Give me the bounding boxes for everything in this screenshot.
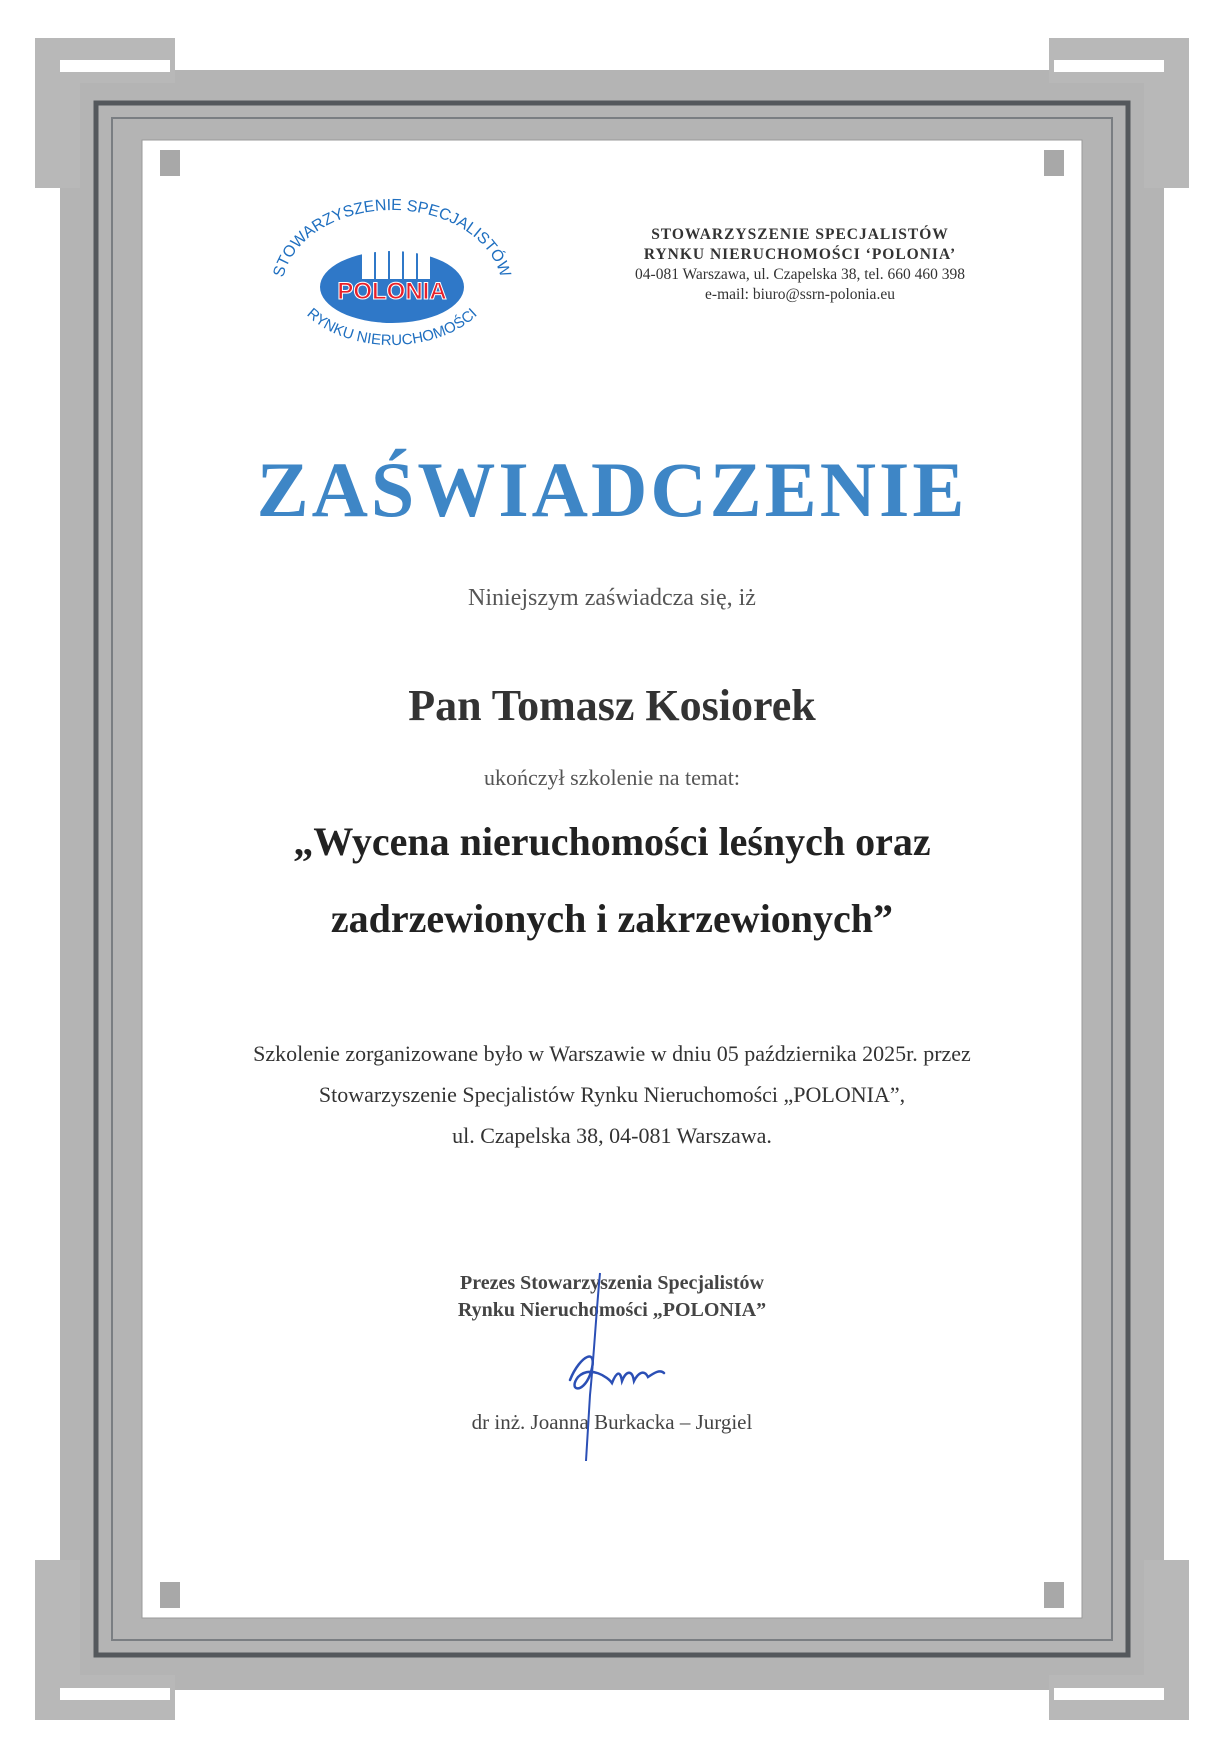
- organization-header: [560, 225, 1040, 305]
- org-email: e-mail: biuro@ssrn-polonia.eu: [705, 286, 895, 303]
- president-line-2: Rynku Nieruchomości „POLONIA”: [457, 1299, 767, 1321]
- intro-text: Niniejszym zaświadcza się, iż: [468, 585, 756, 611]
- president-line-1: Prezes Stowarzyszenia Specjalistów: [459, 1272, 764, 1294]
- org-name-line1: STOWARZYSZENIE SPECJALISTÓW: [651, 226, 949, 243]
- org-name-line2: RYNKU NIERUCHOMOŚCI ‘POLONIA’: [643, 246, 957, 263]
- topic-line-2: zadrzewionych i zakrzewionych”: [330, 896, 894, 941]
- logo-center-text: POLONIA: [337, 278, 447, 305]
- logo-top-text: STOWARZYSZENIE SPECJALISTÓW: [270, 196, 514, 280]
- signer-name: dr inż. Joanna Burkacka – Jurgiel: [471, 1410, 753, 1434]
- recipient-name: Pan Tomasz Kosiorek: [408, 681, 816, 730]
- topic-line-1: „Wycena nieruchomości leśnych oraz: [293, 819, 931, 864]
- logo-bottom-text: RYNKU NIERUCHOMOŚCI: [303, 304, 481, 350]
- details-line-3: ul. Czapelska 38, 04-081 Warszawa.: [452, 1123, 772, 1148]
- org-address: 04-081 Warszawa, ul. Czapelska 38, tel. 660 460 398: [635, 266, 965, 283]
- details-line-1: Szkolenie zorganizowane było w Warszawie w dniu 05 października 2025r. przez: [253, 1041, 971, 1066]
- certificate-title: ZAŚWIADCZENIE: [256, 446, 968, 533]
- handwritten-signature: [560, 1265, 680, 1465]
- training-details: [150, 1033, 1074, 1156]
- completed-text: ukończył szkolenie na temat:: [484, 765, 740, 790]
- details-line-2: Stowarzyszenie Specjalistów Rynku Nieruchomości „POLONIA”,: [318, 1082, 906, 1107]
- polonia-logo: [262, 195, 522, 375]
